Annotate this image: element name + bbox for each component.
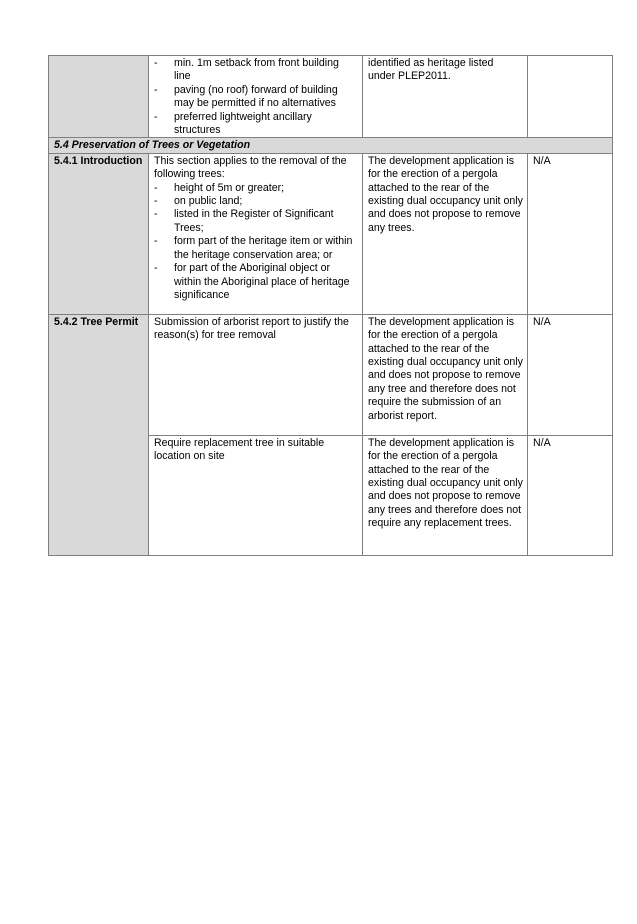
control-cell (149, 153, 363, 314)
control-cell (149, 56, 363, 138)
control-list (154, 182, 358, 303)
control-list (154, 57, 358, 137)
list-item: - form part of the heritage item or within the heritage conservation area; or (154, 235, 358, 262)
comment-cell: The development application is for the erection of a pergola attached to the rear of the existing dual occupancy unit only and does not propose to remove any trees. (363, 153, 528, 314)
list-item: - preferred lightweight ancillary structures (154, 111, 358, 138)
comment-cell: The development application is for the erection of a pergola attached to the rear of the existing dual occupancy unit only and does not propose to remove any tree and therefore does not require the submission of an arborist report. (363, 314, 528, 435)
list-item: - on public land; (154, 195, 358, 208)
clause-label: 5.4.1 Introduction (49, 153, 149, 314)
list-item: - height of 5m or greater; (154, 182, 358, 195)
table-row (49, 56, 613, 138)
table-row (49, 153, 613, 314)
compliance-cell: N/A (528, 314, 613, 435)
compliance-cell: N/A (528, 435, 613, 555)
list-item: - min. 1m setback from front building line (154, 57, 358, 84)
section-heading-row (49, 138, 613, 153)
comment-cell: The development application is for the erection of a pergola attached to the rear of the existing dual occupancy unit only and does not propose to remove any trees and therefore does not require any replacement trees. (363, 435, 528, 555)
list-item: - paving (no roof) forward of building may be permitted if no alternatives (154, 84, 358, 111)
table-row (49, 314, 613, 435)
list-item: - listed in the Register of Significant Trees; (154, 208, 358, 235)
control-lead: This section applies to the removal of the following trees: (154, 154, 347, 181)
control-cell: Submission of arborist report to justify the reason(s) for tree removal (149, 314, 363, 435)
compliance-cell: N/A (528, 153, 613, 314)
comment-cell: identified as heritage listed under PLEP2011. (363, 56, 528, 138)
list-item: - for part of the Aboriginal object or within the Aboriginal place of heritage significance (154, 262, 358, 302)
section-title: 5.4 Preservation of Trees or Vegetation (49, 138, 613, 153)
control-cell: Require replacement tree in suitable location on site (149, 435, 363, 555)
clause-cell-empty (49, 56, 149, 138)
clause-label: 5.4.2 Tree Permit (49, 314, 149, 555)
compliance-cell (528, 56, 613, 138)
dcp-compliance-table (48, 55, 613, 556)
